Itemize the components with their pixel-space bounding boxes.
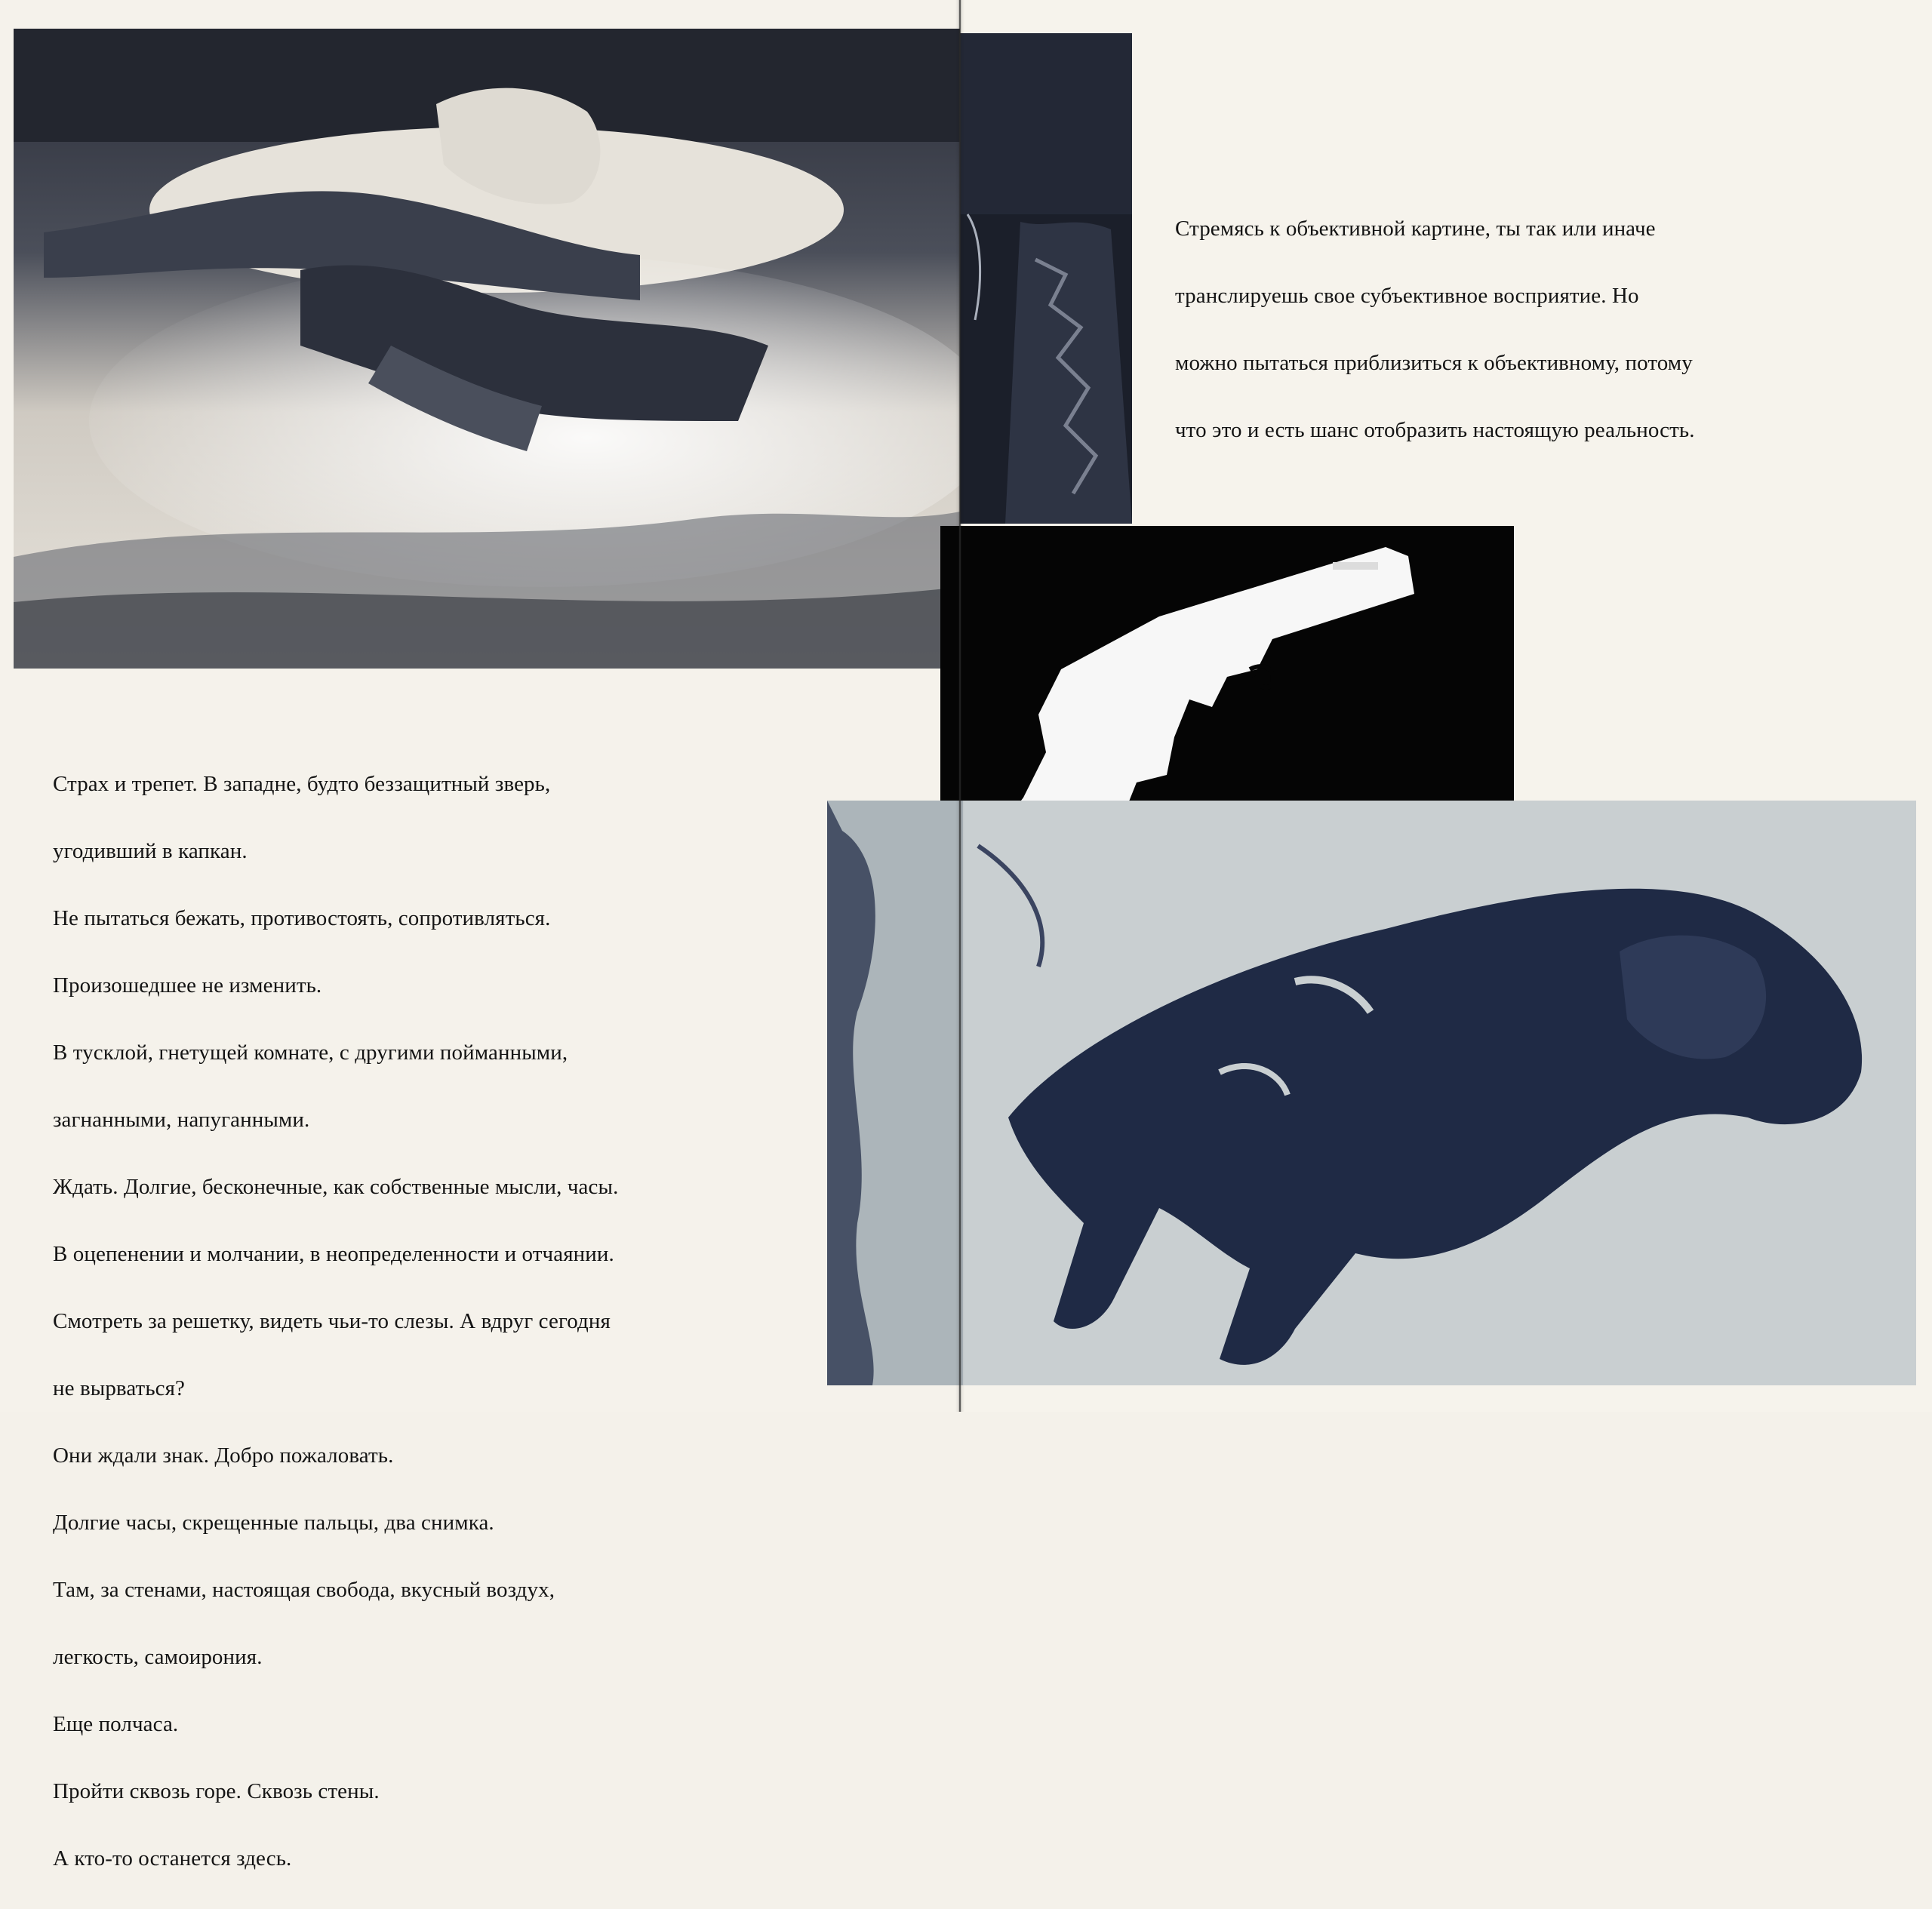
left-paragraph — [53, 733, 808, 1909]
left-line: Произошедшее не изменить. — [53, 973, 322, 998]
left-line: Смотреть за решетку, видеть чьи-то слезы. А вдруг сегодня — [53, 1308, 611, 1333]
left-line: не вырваться? — [53, 1376, 186, 1400]
left-line: Долгие часы, скрещенные пальцы, два снимка. — [53, 1510, 494, 1535]
right-line: транслируешь свое субъективное восприятие. Но — [1175, 283, 1639, 308]
wolf-photo — [827, 801, 1916, 1385]
left-line: Ждать. Долгие, бесконечные, как собственные мысли, часы. — [53, 1174, 619, 1199]
bed-photo — [14, 29, 960, 669]
left-line: загнанными, напуганными. — [53, 1107, 310, 1132]
left-line: В оцепенении и молчании, в неопределенности и отчаянии. — [53, 1241, 614, 1266]
left-line: угодивший в капкан. — [53, 838, 248, 863]
left-line: Пройти сквозь горе. Сквозь стены. — [53, 1778, 380, 1803]
right-line: можно пытаться приблизиться к объективному, потому — [1175, 350, 1693, 375]
spine-gutter — [955, 0, 964, 1412]
gun-photo — [940, 526, 1514, 847]
left-line: легкость, самоирония. — [53, 1644, 263, 1669]
left-line: Не пытаться бежать, противостоять, сопротивляться. — [53, 905, 551, 930]
dark-strip-photo — [960, 33, 1132, 524]
right-line: Стремясь к объективной картине, ты так или иначе — [1175, 216, 1656, 241]
left-line: В тусклой, гнетущей комнате, с другими пойманными, — [53, 1040, 568, 1065]
left-line: Они ждали знак. Добро пожаловать. — [53, 1443, 394, 1468]
left-line: Страх и трепет. В западне, будто беззащитный зверь, — [53, 771, 551, 796]
left-line: Там, за стенами, настоящая свобода, вкусный воздух, — [53, 1577, 555, 1602]
right-line: что это и есть шанс отобразить настоящую реальность. — [1175, 417, 1695, 442]
left-line: Еще полчаса. — [53, 1711, 179, 1736]
right-paragraph — [1175, 178, 1854, 481]
left-line: А кто-то останется здесь. — [53, 1846, 292, 1871]
